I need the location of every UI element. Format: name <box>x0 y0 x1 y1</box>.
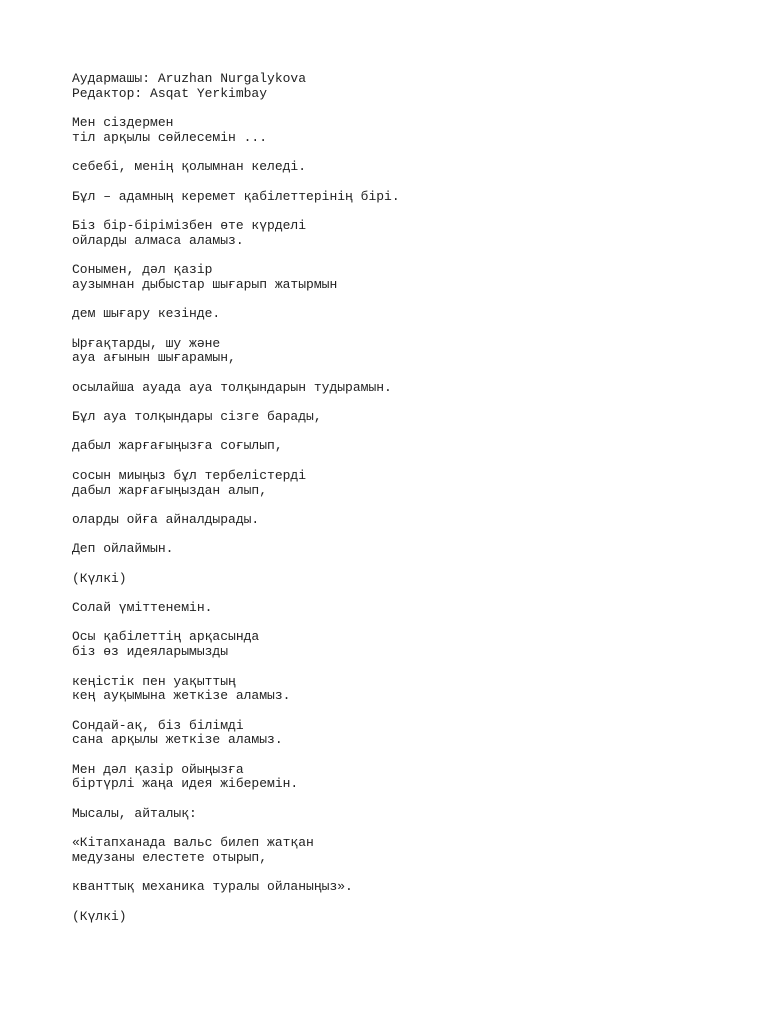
transcript-line: Мысалы, айталық: <box>72 805 197 821</box>
transcript-line: Деп ойлаймын. <box>72 541 174 557</box>
transcript-line: себебі, менің қолымнан келеді. <box>72 159 307 175</box>
transcript-paragraph <box>72 219 712 248</box>
transcript-line: біртүрлі жаңа идея жіберемін. <box>72 776 299 792</box>
transcript-line: Біз бір-бірімізбен өте күрделі <box>72 217 307 233</box>
transcript-paragraph <box>72 160 712 175</box>
transcript-paragraph <box>72 337 712 366</box>
transcript-paragraph <box>72 880 712 895</box>
transcript-line: сосын миыңыз бұл тербелістерді <box>72 467 307 483</box>
transcript-line: Осы қабілеттің арқасында <box>72 629 260 645</box>
transcript-line: дабыл жарғағыңыздан алып, <box>72 482 268 498</box>
transcript-line: ойларды алмаса аламыз. <box>72 232 244 248</box>
transcript-paragraph <box>72 410 712 425</box>
transcript-line: біз өз идеяларымызды <box>72 644 229 660</box>
transcript-line: аузымнан дыбыстар шығарып жатырмын <box>72 276 338 292</box>
transcript-paragraph <box>72 381 712 396</box>
transcript-paragraph <box>72 263 712 292</box>
transcript-paragraph <box>72 469 712 498</box>
transcript-line: кванттық механика туралы ойланыңыз». <box>72 879 353 895</box>
transcript-paragraph <box>72 807 712 822</box>
transcript-line: тіл арқылы сөйлесемін ... <box>72 129 268 145</box>
transcript-paragraph <box>72 116 712 145</box>
transcript-line: дем шығару кезінде. <box>72 306 221 322</box>
transcript-paragraph <box>72 601 712 616</box>
transcript-line: Ырғақтарды, шу және <box>72 335 221 351</box>
transcript-line: (Күлкі) <box>72 570 127 586</box>
transcript-line: Солай үміттенемін. <box>72 600 213 616</box>
transcript-line: «Кітапханада вальс билеп жатқан <box>72 835 314 851</box>
transcript-line: кең ауқымына жеткізе аламыз. <box>72 688 291 704</box>
transcript-line: Бұл – адамның керемет қабілеттерінің бірі. <box>72 188 400 204</box>
transcript-line: осылайша ауада ауа толқындарын тудырамын. <box>72 379 392 395</box>
translator-line: Аудармашы: Aruzhan Nurgalykova <box>72 71 307 86</box>
transcript-paragraph <box>72 190 712 205</box>
transcript-line: Мен дәл қазір ойыңызға <box>72 761 244 777</box>
editor-line: Редактор: Asqat Yerkimbay <box>72 85 268 101</box>
transcript-line: Мен сіздермен <box>72 115 174 131</box>
transcript-line: сана арқылы жеткізе аламыз. <box>72 732 283 748</box>
transcript-paragraph <box>72 836 712 865</box>
credits-block <box>72 72 712 101</box>
transcript-line: медузаны елестете отырып, <box>72 849 268 865</box>
transcript-line: кеңістік пен уақыттың <box>72 673 236 689</box>
transcript-paragraph <box>72 439 712 454</box>
transcript-paragraph <box>72 307 712 322</box>
transcript-paragraph <box>72 630 712 659</box>
transcript-line: Сонымен, дәл қазір <box>72 262 213 278</box>
document-page <box>72 72 712 939</box>
transcript-paragraph <box>72 675 712 704</box>
transcript-line: (Күлкі) <box>72 908 127 924</box>
transcript-line: дабыл жарғағыңызға соғылып, <box>72 438 283 454</box>
transcript-paragraph <box>72 719 712 748</box>
transcript-paragraph <box>72 542 712 557</box>
transcript-line: ауа ағынын шығарамын, <box>72 350 236 366</box>
transcript-paragraph <box>72 572 712 587</box>
transcript-paragraph <box>72 910 712 925</box>
transcript-paragraph <box>72 763 712 792</box>
transcript-paragraph <box>72 513 712 528</box>
transcript-line: Сондай-ақ, біз білімді <box>72 717 244 733</box>
transcript-line: оларды ойға айналдырады. <box>72 511 260 527</box>
transcript-body <box>72 116 712 924</box>
transcript-line: Бұл ауа толқындары сізге барады, <box>72 409 322 425</box>
